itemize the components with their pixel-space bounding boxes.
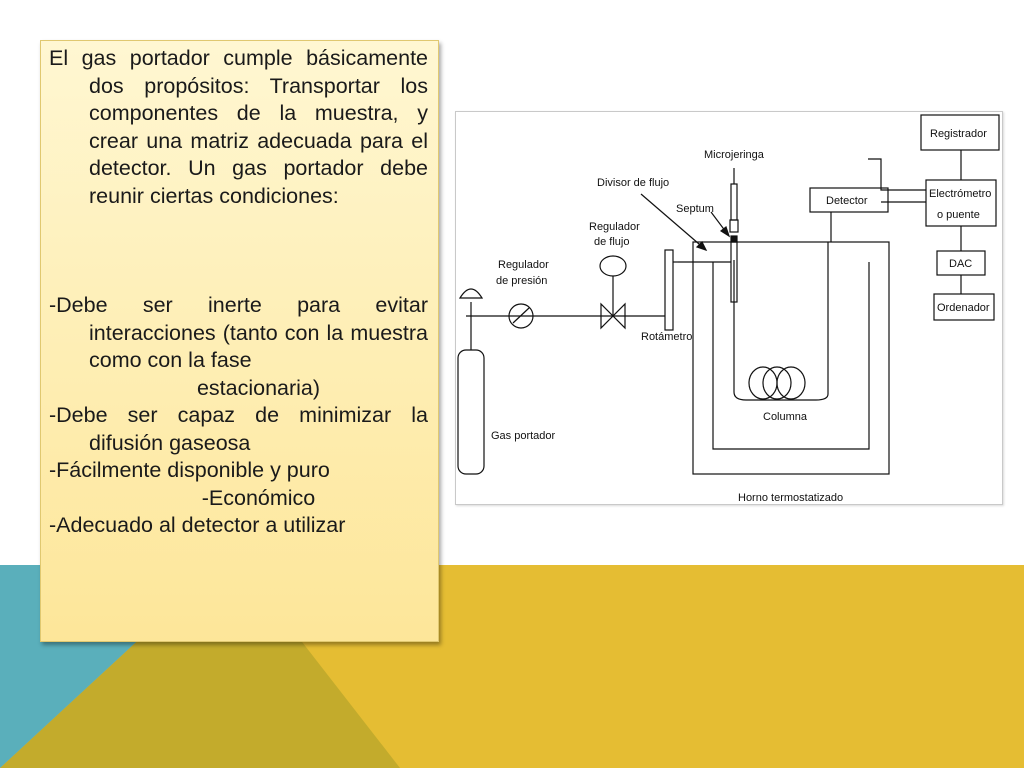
label-registrador: Registrador: [930, 128, 987, 140]
label-rotametro: Rotámetro: [641, 331, 693, 343]
label-septum: Septum: [676, 203, 714, 215]
label-electrometro-2: o puente: [937, 209, 980, 221]
condition-inert-cont: estacionaria): [196, 375, 321, 400]
syringe: [731, 184, 737, 220]
rotametro: [665, 250, 673, 330]
label-detector: Detector: [826, 195, 868, 207]
label-gas-portador: Gas portador: [491, 430, 556, 442]
chromatograph-diagram: [455, 111, 1003, 505]
condition-inert: -Debe ser inerte para evitar interacciones (tanto con la muestra como con la fase: [49, 293, 428, 372]
oven-outer: [693, 242, 889, 474]
label-electrometro-1: Electrómetro: [929, 188, 992, 200]
label-columna: Columna: [763, 411, 808, 423]
label-ordenador: Ordenador: [937, 302, 990, 314]
diagram-svg: [456, 112, 1002, 504]
condition-detector: -Adecuado al detector a utilizar: [49, 513, 346, 537]
label-regulador-presion-2: de presión: [496, 275, 548, 287]
label-regulador-flujo-1: Regulador: [589, 221, 640, 233]
text-box: [40, 40, 439, 642]
gas-cylinder: [458, 350, 484, 474]
label-regulador-presion-1: Regulador: [498, 259, 549, 271]
label-horno: Horno termostatizado: [738, 492, 844, 504]
label-microjeringa: Microjeringa: [704, 149, 764, 161]
label-divisor-flujo: Divisor de flujo: [597, 177, 670, 189]
intro-paragraph: El gas portador cumple básicamente dos propósitos: Transportar los componentes de la muestra, y crear una matriz adecuada para el detector. Un gas portador debe reunir ciertas condiciones:: [49, 46, 428, 208]
condition-diffusion: -Debe ser capaz de minimizar la difusión gaseosa: [49, 403, 428, 455]
label-regulador-flujo-2: de flujo: [594, 236, 630, 248]
condition-available: -Fácilmente disponible y puro: [49, 458, 330, 482]
label-dac: DAC: [949, 258, 973, 270]
condition-economic: -Económico: [201, 485, 316, 510]
